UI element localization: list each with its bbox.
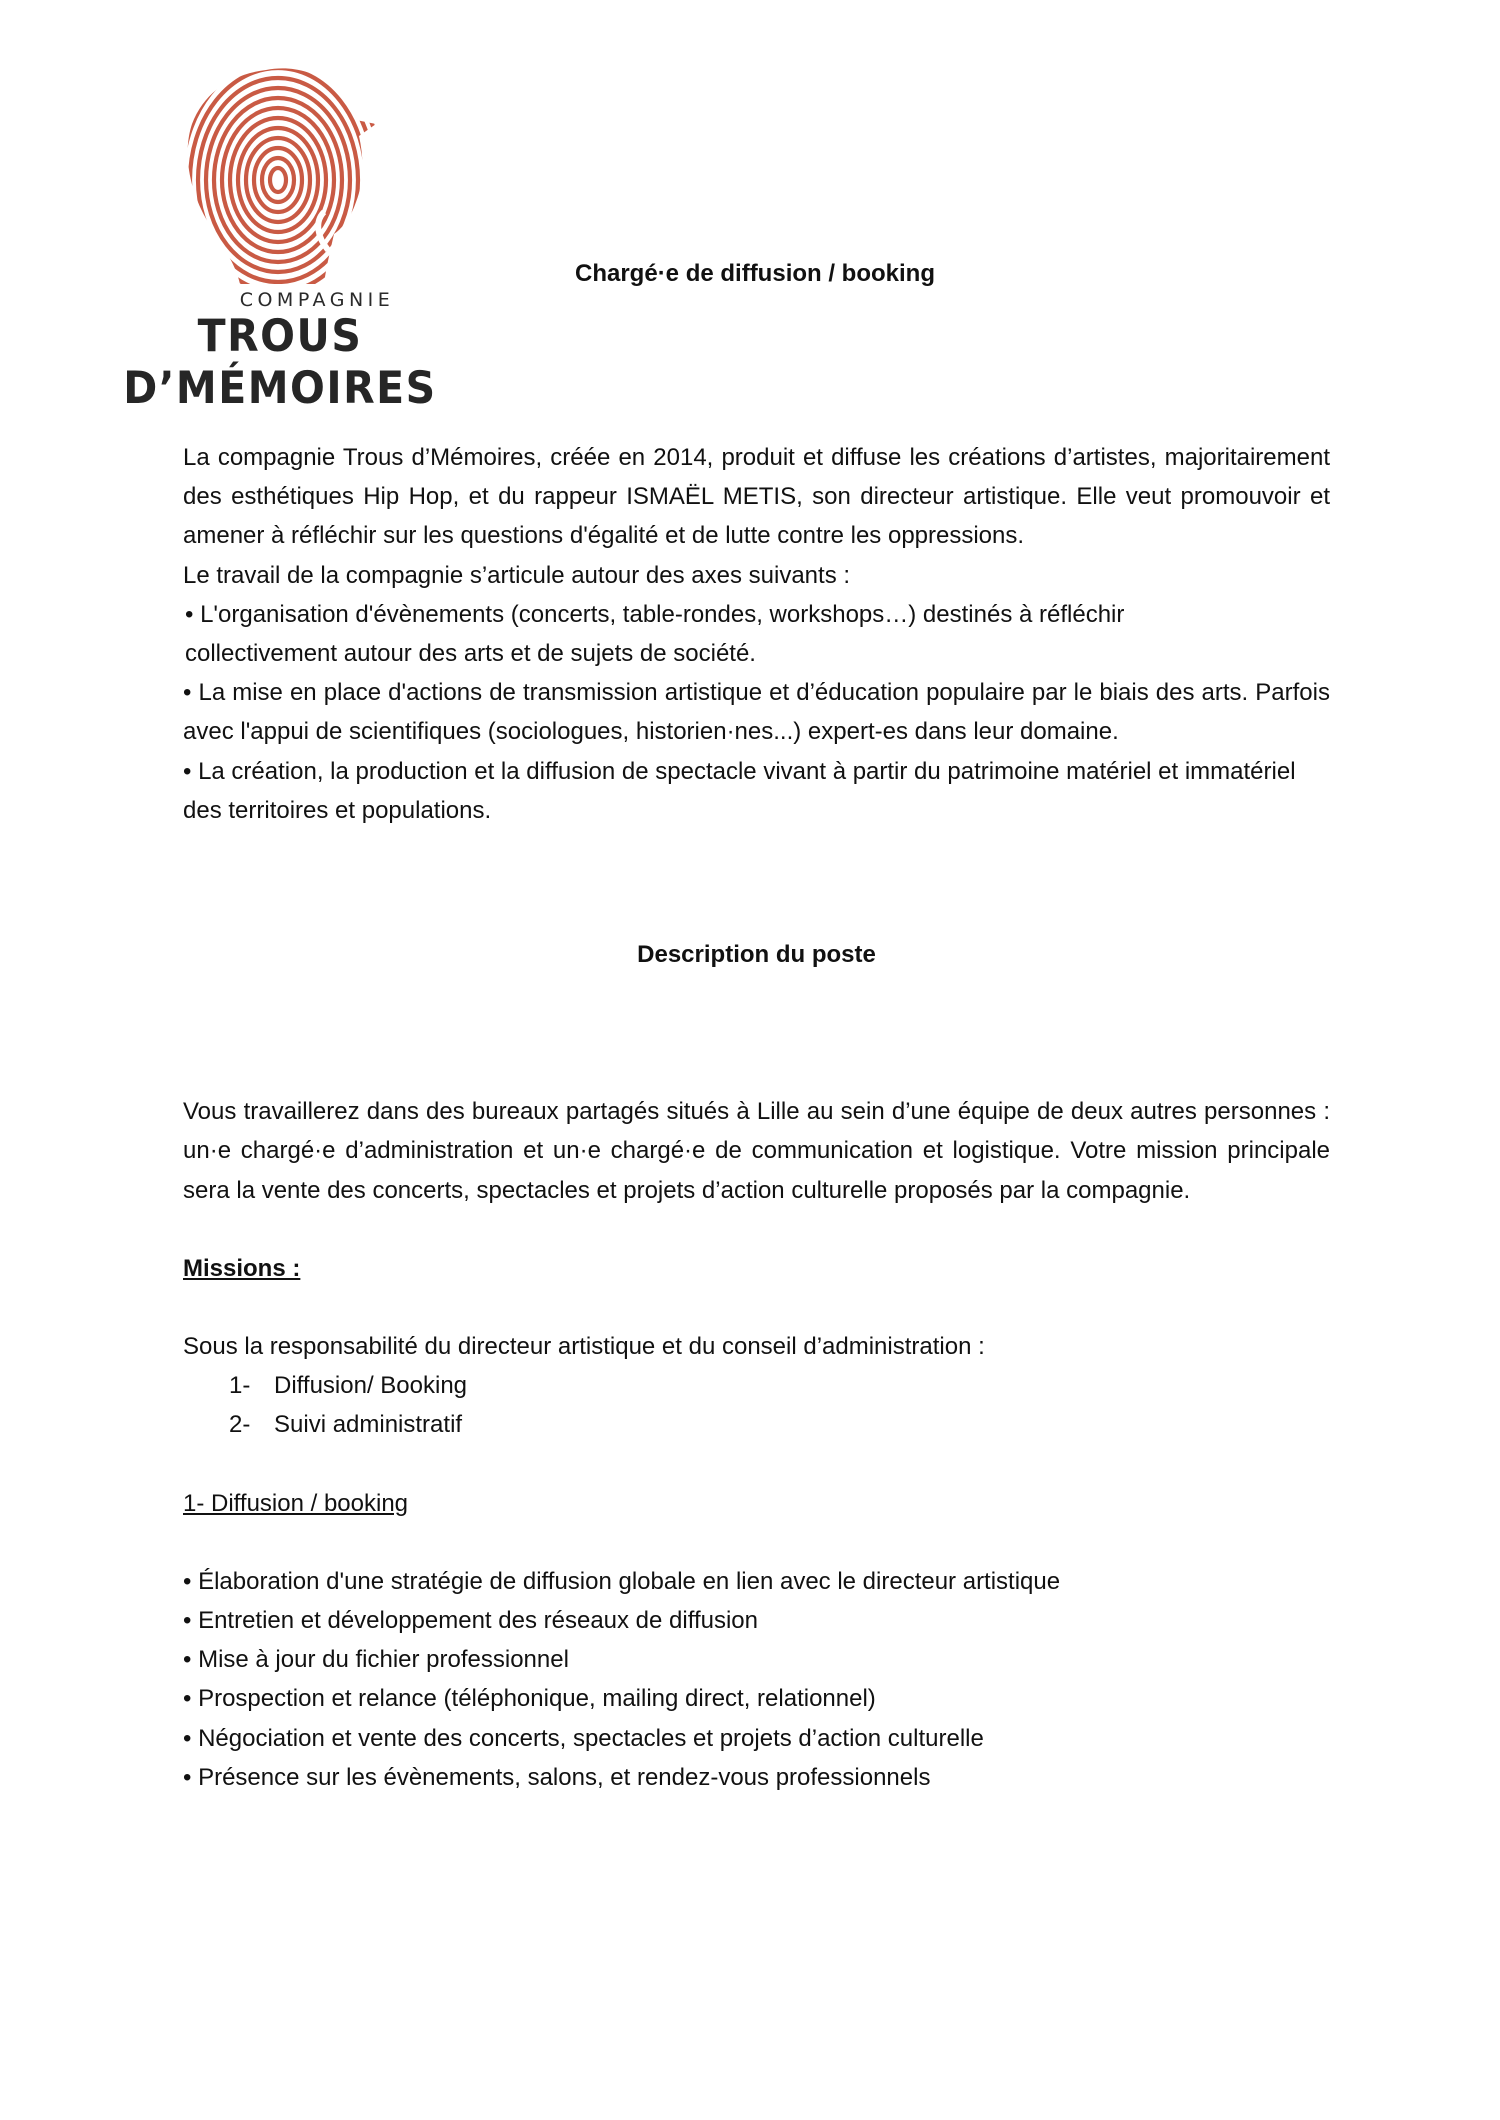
spacer [183, 1210, 1330, 1249]
spacer [183, 1445, 1330, 1484]
diffusion-bullet: • Élaboration d'une stratégie de diffusion globale en lien avec le directeur artistique [183, 1567, 1061, 1595]
document-title: Chargé·e de diffusion / booking [575, 260, 935, 287]
axes-intro: Le travail de la compagnie s’articule autour des axes suivants : [183, 561, 851, 589]
description-paragraph: Vous travaillerez dans des bureaux partagés situés à Lille au sein d’une équipe de deux autres personnes : un·e chargé·e d’administration et un·e chargé·e de communication et logistique. Votre mission principale sera la vente des concerts, spectacles et projets d’action culturelle proposés par la compagnie. [183, 1098, 1330, 1204]
diffusion-bullet: • Mise à jour du fichier professionnel [183, 1646, 569, 1674]
missions-intro: Sous la responsabilité du directeur artistique et du conseil d’administration : [183, 1333, 985, 1361]
spacer [183, 830, 1330, 935]
diffusion-bullet: • Présence sur les évènements, salons, et rendez-vous professionnels [183, 1763, 931, 1791]
spacer [183, 1523, 1330, 1562]
mission-item-number: 1- [229, 1372, 251, 1400]
company-logo [90, 62, 470, 414]
intro-bullet-3: • La création, la production et la diffusion de spectacle vivant à partir du patrimoine matériel et immatériel des territoires et populations. [183, 757, 1296, 824]
intro-bullet-2: • La mise en place d'actions de transmission artistique et d’éducation populaire par le biais des arts. Parfois avec l'appui de scientifiques (sociologues, historien·nes...) expert-es dans leur domaine. [183, 679, 1330, 746]
document-body [183, 438, 1330, 1797]
diffusion-heading: 1- Diffusion / booking [183, 1489, 409, 1517]
intro-bullet-1-line-1: • L'organisation d'évènements (concerts, table-rondes, workshops…) destinés à réfléchir [185, 600, 1125, 628]
mission-item-number: 2- [229, 1411, 251, 1439]
diffusion-bullet: • Entretien et développement des réseaux de diffusion [183, 1607, 759, 1635]
diffusion-bullet: • Négociation et vente des concerts, spectacles et projets d’action culturelle [183, 1724, 984, 1752]
diffusion-bullet: • Prospection et relance (téléphonique, mailing direct, relationnel) [183, 1685, 876, 1713]
mission-item-2 [183, 1405, 1330, 1444]
mission-item-label: Diffusion/ Booking [274, 1372, 468, 1400]
missions-heading: Missions : [183, 1254, 301, 1282]
spacer [183, 974, 1330, 1092]
spacer [183, 1288, 1330, 1327]
intro-bullet-1-line-2: collectivement autour des arts et de sujets de société. [185, 640, 756, 668]
mission-item-label: Suivi administratif [274, 1411, 463, 1439]
description-heading: Description du poste [637, 941, 876, 969]
fingerprint-head-icon [178, 62, 378, 287]
logo-company-name: TROUS D’MÉMOIRES [123, 310, 437, 414]
logo-compagnie-text: COMPAGNIE [239, 289, 395, 311]
intro-paragraph: La compagnie Trous d’Mémoires, créée en 2014, produit et diffuse les créations d’artistes, majoritairement des esthétiques Hip Hop, et du rappeur ISMAËL METIS, son directeur artistique. Elle veut promouvoir et amener à réfléchir sur les questions d'égalité et de lutte contre les oppressions. [183, 444, 1330, 550]
mission-item-1 [183, 1366, 1330, 1405]
